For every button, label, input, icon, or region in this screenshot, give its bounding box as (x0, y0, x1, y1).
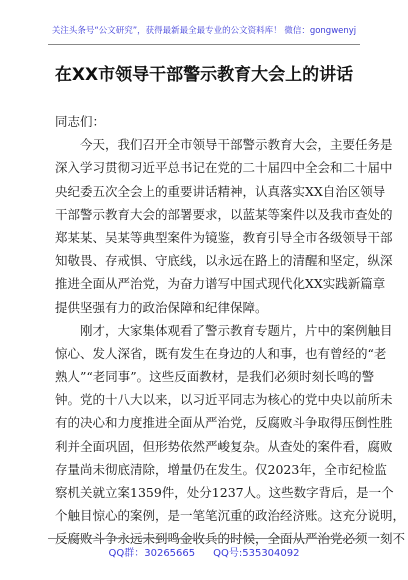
body-line: 钟。党的十八大以来，以习近平同志为核心的党中央以前所未 (55, 392, 393, 408)
footer-divider (48, 538, 360, 539)
body-line: 推进全面从严治党，为奋力谱写中国式现代化XX实践新篇章 (55, 276, 386, 292)
body-line: 惊心、发人深省，既有发生在身边的人和事，也有曾经的“老 (55, 345, 387, 361)
header-divider (48, 44, 360, 45)
body-line: 反腐败斗争永远未到鸣金收兵的时候，全面从严治党必须一刻不 (55, 531, 406, 547)
body-line: 央纪委五次全会上的重要讲话精神，认真落实XX自治区领导 (55, 183, 386, 199)
header-promo-note: 关注头条号“公文研究”，获得最新最全最专业的公文资料库！ 微信：gongwenyj (51, 26, 357, 36)
body-line: 郑某某、吴某等典型案件为镜鉴，教育引导全市各级领导干部 (55, 229, 393, 245)
body-line: 利并全面巩固，但形势依然严峻复杂。从查处的案件看，腐败 (55, 438, 393, 454)
document-title: 在XX市领导干部警示教育大会上的讲话 (54, 65, 354, 85)
footer-qq-number: QQ号:535304092 (213, 548, 300, 559)
body-line: 察机关就立案1359件，处分1237人。这些数字背后，是一个 (55, 485, 394, 500)
body-line: 熟人”“老同事”。这些反面教材，是我们必须时刻长鸣的警 (55, 369, 375, 385)
document-body (55, 110, 406, 551)
body-line: 干部警示教育大会的部署要求，以蓝某等案件以及我市查处的 (55, 206, 393, 222)
body-line: 刚才，大家集体观看了警示教育专题片，片中的案例触目 (55, 322, 393, 338)
body-line: 知敬畏、存戒惧、守底线，以永远在路上的清醒和坚定，纵深 (55, 253, 393, 269)
body-line: 今天，我们召开全市领导干部警示教育大会，主要任务是 (55, 137, 393, 153)
body-line: 有的决心和力度推进全面从严治党，反腐败斗争取得压倒性胜 (55, 415, 393, 431)
body-line: 深入学习贯彻习近平总书记在党的二十届四中全会和二十届中 (55, 160, 393, 176)
body-line: 提供坚强有力的政治保障和纪律保障。 (55, 299, 268, 315)
footer-contact (0, 544, 408, 559)
footer-qq-group: QQ群：30265665 (108, 548, 196, 559)
salutation-line: 同志们： (55, 114, 106, 129)
body-line: 个触目惊心的案例，是一笔笔沉重的政治经济账。这充分说明， (55, 508, 406, 524)
body-line: 存量尚未彻底清除，增量仍在发生。仅2023年，全市纪检监 (55, 461, 387, 477)
